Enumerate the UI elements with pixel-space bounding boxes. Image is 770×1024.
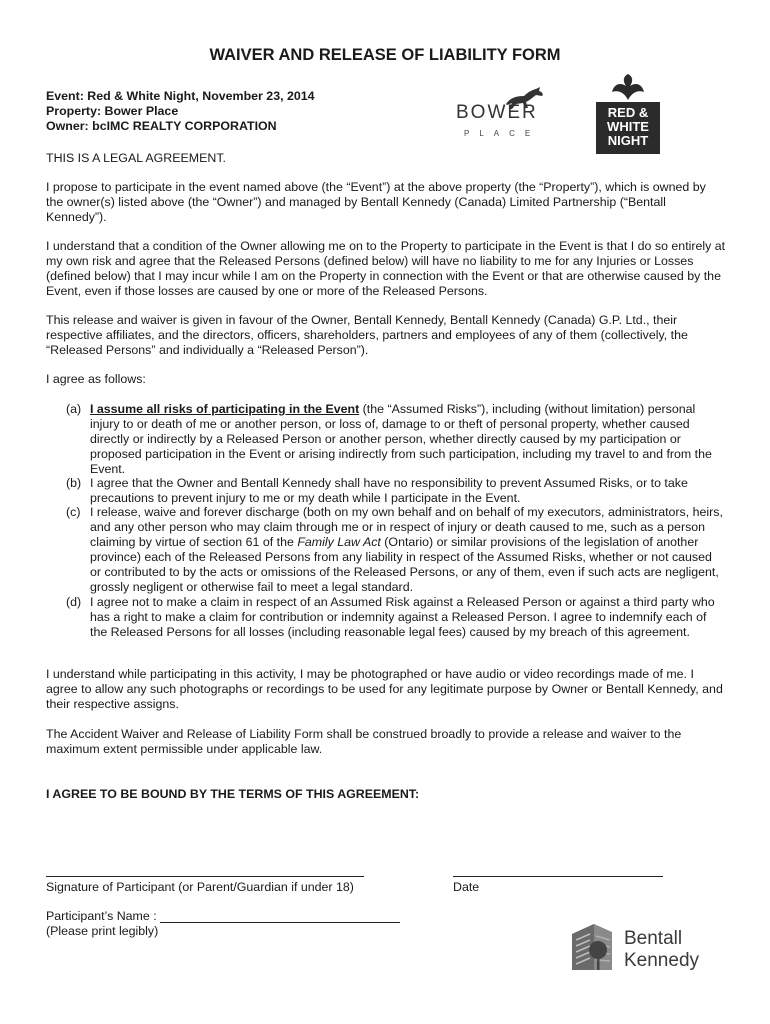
clause-a-bold: I assume all risks of participating in the Event <box>90 402 360 416</box>
date-label: Date <box>453 880 480 894</box>
bower-text: BOWER <box>456 102 538 123</box>
bower-place-logo <box>454 86 564 136</box>
clause-c-label: (c) <box>66 505 81 519</box>
flower-icon <box>606 74 650 102</box>
paragraph-released-persons: This release and waiver is given in favour of the Owner, Bentall Kennedy, Bentall Kennedy (Canada) G.P. Ltd., their respective affiliates, and the directors, officers, shareholders, partners and employees of any of them (collectively, the “Released Persons” and individually a “Released Person”). <box>46 313 688 357</box>
clause-d-text: I agree not to make a claim in respect of an Assumed Risk against a Released Person or against a third party who has a right to make a claim for contribution or indemnity against a Released Person. I agree to indemnify each of the Released Persons for all losses (including reasonable legal fees) caused by my breach of this agreement. <box>90 595 715 639</box>
clause-a <box>66 402 726 477</box>
clause-a-text: (the “Assumed Risks”), including (without limitation) personal injury to or death of me or another person, or loss of, damage to or theft of personal property, whether caused directly or indirectly by a Released Person or another person, whether directly caused by my participation or proposed participation in the Event or arising indirectly from such participation, including my travel to and from the Event. <box>90 402 712 476</box>
clause-d-label: (d) <box>66 595 82 609</box>
property-line: Property: Bower Place <box>46 104 179 118</box>
paragraph-risk: I understand that a condition of the Owner allowing me on to the Property to participate in the Event is that I do so entirely at my own risk and agree that the Released Persons (defined below) will have no liability to me for any Injuries or Losses (defined below) that I may incur while I am on the Property in connection with the Event or that are otherwise caused by the Event, even if those losses are caused by one or more of the Released Persons. <box>46 239 726 298</box>
print-note: (Please print legibly) <box>46 924 159 938</box>
paragraph-construed: The Accident Waiver and Release of Liability Form shall be construed broadly to provide a release and waiver to the maximum extent permissible under applicable law. <box>46 727 682 756</box>
clause-b-label: (b) <box>66 476 82 490</box>
red-white-night-logo <box>596 74 660 156</box>
kennedy-text: Kennedy <box>624 950 700 971</box>
owner-line: Owner: bcIMC REALTY CORPORATION <box>46 119 277 133</box>
bentall-text: Bentall <box>624 928 683 949</box>
agree-bound-heading: I AGREE TO BE BOUND BY THE TERMS OF THIS AGREEMENT: <box>46 787 420 801</box>
building-tree-icon <box>568 920 616 972</box>
signature-line[interactable] <box>46 876 364 877</box>
red-white-line1: RED & <box>607 105 649 120</box>
clause-a-label: (a) <box>66 402 82 416</box>
clause-c-italic: Family Law Act <box>297 535 381 549</box>
page-title: WAIVER AND RELEASE OF LIABILITY FORM <box>209 46 561 64</box>
paragraph-photography: I understand while participating in this activity, I may be photographed or have audio or video recordings made of me. I agree to allow any such photographs or recordings to be used for any legitimate purpose by Owner or Bentall Kennedy, and their respective assigns. <box>46 667 723 711</box>
clause-b-text: I agree that the Owner and Bentall Kennedy shall have no responsibility to prevent Assumed Risks, or to take precautions to prevent injury to me or my death while I participate in the Event. <box>90 476 688 505</box>
signature-label: Signature of Participant (or Parent/Guardian if under 18) <box>46 880 354 894</box>
participant-name-line[interactable] <box>160 922 400 923</box>
bentall-kennedy-logo <box>568 918 718 978</box>
clause-d <box>66 595 726 640</box>
agree-intro: I agree as follows: <box>46 372 146 386</box>
clause-c-text-before: I release, waive and forever discharge (both on my own behalf and on behalf of my executors, administrators, heirs, and any other person who may claim through me or in respect of injury or death caused to me, such as a person claiming by virtue of section 61 of the <box>90 505 723 549</box>
clause-b <box>66 476 726 506</box>
place-text: PLACE <box>464 129 541 138</box>
legal-agreement-heading: THIS IS A LEGAL AGREEMENT. <box>46 151 226 165</box>
clause-c <box>66 505 726 595</box>
clause-c-text-after: (Ontario) or similar provisions of the legislation of another province) each of the Released Persons from any liability in respect of the Assumed Risks, whether or not caused or contributed to by the acts or omissions of the Released Persons, or any of them, even if such acts are negligent, grossly negligent or otherwise fail to meet a legal standard. <box>90 535 719 594</box>
event-line: Event: Red & White Night, November 23, 2014 <box>46 89 315 103</box>
date-line[interactable] <box>453 876 663 877</box>
participant-name-label: Participant’s Name : <box>46 909 157 923</box>
red-white-line3: NIGHT <box>607 133 649 148</box>
red-white-line2: WHITE <box>607 119 649 134</box>
paragraph-participation: I propose to participate in the event named above (the “Event”) at the above property (the “Property”), which is owned by the owner(s) listed above (the “Owner”) and managed by Bentall Kennedy (Canada) Limited Partnership (“Bentall Kennedy”). <box>46 180 706 224</box>
